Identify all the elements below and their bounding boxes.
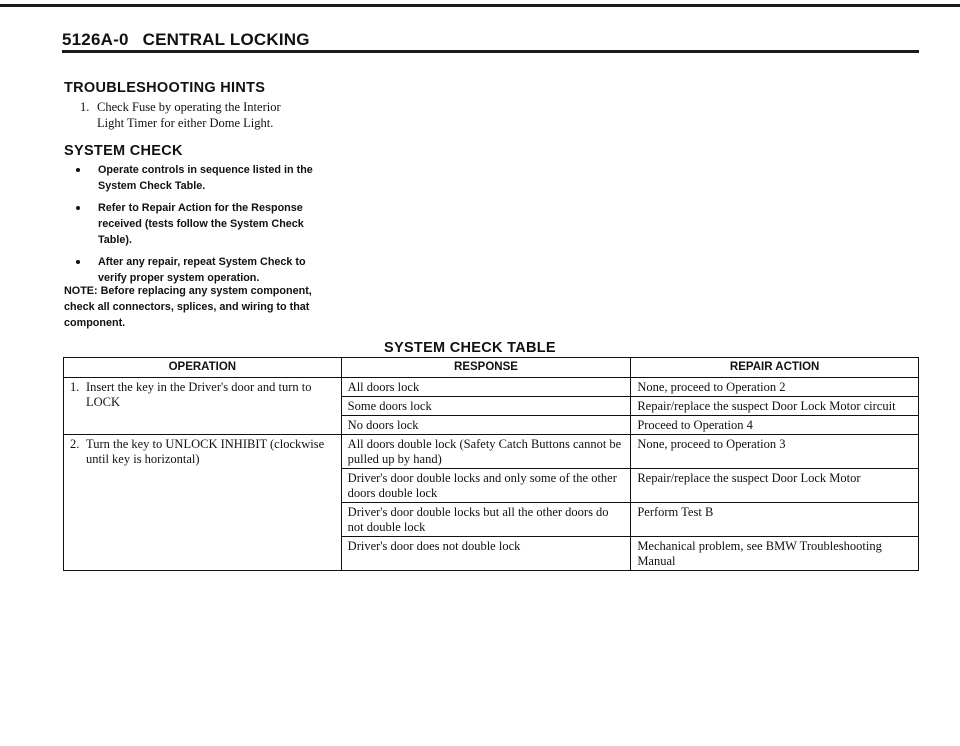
operation-cell <box>64 435 342 571</box>
system-check-table <box>63 357 919 571</box>
top-rule <box>0 4 960 7</box>
operation-cell <box>64 378 342 435</box>
operation-text: Turn the key to UNLOCK INHIBIT (clockwise until key is horizontal) <box>86 437 325 466</box>
response-cell: Driver's door double locks and only some of the other doors double lock <box>341 469 631 503</box>
operation-number: 2. <box>70 437 80 451</box>
hint-item <box>80 99 340 131</box>
page-header <box>62 30 310 50</box>
response-cell: Some doors lock <box>341 397 631 416</box>
hint-text: Check Fuse by operating the Interior <box>97 100 281 114</box>
action-cell: None, proceed to Operation 2 <box>631 378 919 397</box>
header-operation: OPERATION <box>64 358 342 378</box>
operation-text: Insert the key in the Driver's door and turn to LOCK <box>86 380 312 409</box>
action-cell: Repair/replace the suspect Door Lock Motor circuit <box>631 397 919 416</box>
response-cell: Driver's door double locks but all the other doors do not double lock <box>341 503 631 537</box>
action-cell: Perform Test B <box>631 503 919 537</box>
list-item <box>76 162 328 194</box>
action-cell: Mechanical problem, see BMW Troubleshooting Manual <box>631 537 919 571</box>
bullet-icon <box>76 260 80 264</box>
list-item <box>76 200 328 248</box>
table-header-row <box>64 358 919 378</box>
bullet-text: Operate controls in sequence listed in the System Check Table. <box>98 164 313 192</box>
action-cell: Repair/replace the suspect Door Lock Motor <box>631 469 919 503</box>
header-rule <box>62 50 919 53</box>
hint-number: 1. <box>80 100 90 114</box>
troubleshooting-title: TROUBLESHOOTING HINTS <box>64 80 266 96</box>
operation-number: 1. <box>70 380 80 394</box>
hint-text-cont: Light Timer for either Dome Light. <box>97 116 274 130</box>
action-cell: None, proceed to Operation 3 <box>631 435 919 469</box>
header-response: RESPONSE <box>341 358 631 378</box>
response-cell: All doors double lock (Safety Catch Buttons cannot be pulled up by hand) <box>341 435 631 469</box>
header-repair-action: REPAIR ACTION <box>631 358 919 378</box>
system-check-list <box>76 162 328 292</box>
response-cell: No doors lock <box>341 416 631 435</box>
section-title: CENTRAL LOCKING <box>142 30 310 49</box>
table-row <box>64 378 919 397</box>
table-row <box>64 435 919 469</box>
section-code: 5126A-0 <box>62 30 129 49</box>
system-check-title: SYSTEM CHECK <box>64 143 183 159</box>
response-cell: All doors lock <box>341 378 631 397</box>
bullet-text: After any repair, repeat System Check to verify proper system operation. <box>98 256 306 284</box>
note: NOTE: Before replacing any system component, check all connectors, splices, and wiring to that component. <box>64 285 312 329</box>
bullet-icon <box>76 168 80 172</box>
bullet-text: Refer to Repair Action for the Response received (tests follow the System Check Table). <box>98 202 304 246</box>
table-title: SYSTEM CHECK TABLE <box>384 340 556 356</box>
list-item <box>76 254 328 286</box>
bullet-icon <box>76 206 80 210</box>
response-cell: Driver's door does not double lock <box>341 537 631 571</box>
action-cell: Proceed to Operation 4 <box>631 416 919 435</box>
